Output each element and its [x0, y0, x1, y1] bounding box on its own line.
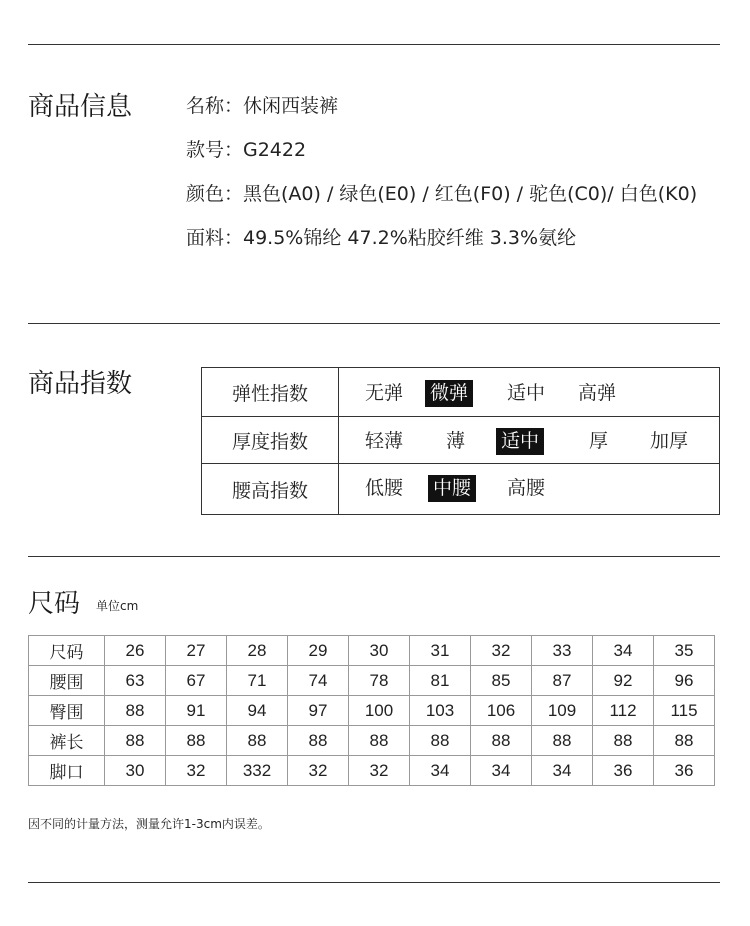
table-cell: 115 — [654, 696, 715, 726]
table-cell: 88 — [227, 726, 288, 756]
table-cell: 34 — [532, 756, 593, 786]
size-title: 尺码 — [28, 589, 81, 619]
index-option: 加厚 — [650, 430, 689, 452]
table-cell: 88 — [349, 726, 410, 756]
table-cell: 33 — [532, 636, 593, 666]
index-option: 低腰 — [365, 477, 404, 499]
table-cell: 88 — [105, 696, 166, 726]
index-option: 适中 — [507, 382, 546, 404]
index-option: 厚 — [589, 430, 609, 452]
index-option: 薄 — [446, 430, 466, 452]
index-row-thickness — [202, 416, 719, 464]
table-cell: 71 — [227, 666, 288, 696]
table-cell: 85 — [471, 666, 532, 696]
row-label: 臀围 — [29, 696, 105, 726]
table-cell: 88 — [654, 726, 715, 756]
index-option: 无弹 — [365, 382, 404, 404]
divider-top — [28, 44, 720, 45]
table-cell: 94 — [227, 696, 288, 726]
table-cell: 30 — [105, 756, 166, 786]
index-label: 厚度指数 — [202, 417, 339, 464]
table-row — [29, 756, 715, 786]
index-row-waist — [202, 463, 719, 515]
table-cell: 109 — [532, 696, 593, 726]
index-label: 腰高指数 — [202, 464, 339, 515]
size-unit: 单位cm — [96, 599, 139, 613]
table-cell: 32 — [288, 756, 349, 786]
info-name: 名称：休闲西装裤 — [186, 95, 339, 117]
index-option-selected: 微弹 — [425, 380, 473, 407]
size-table — [28, 635, 715, 786]
row-label: 脚口 — [29, 756, 105, 786]
table-cell: 88 — [471, 726, 532, 756]
table-cell: 29 — [288, 636, 349, 666]
table-cell: 26 — [105, 636, 166, 666]
table-cell: 31 — [410, 636, 471, 666]
index-label: 弹性指数 — [202, 368, 339, 416]
index-option: 高弹 — [578, 382, 617, 404]
product-info-title: 商品信息 — [28, 92, 133, 122]
table-cell: 32 — [471, 636, 532, 666]
index-option-selected: 中腰 — [428, 475, 476, 502]
divider-bottom — [28, 882, 720, 883]
table-cell: 88 — [593, 726, 654, 756]
table-row — [29, 696, 715, 726]
table-cell: 34 — [471, 756, 532, 786]
divider-index — [28, 556, 720, 557]
divider-info — [28, 323, 720, 324]
table-cell: 27 — [166, 636, 227, 666]
measurement-note: 因不同的计量方法，测量允许1-3cm内误差。 — [28, 817, 270, 831]
table-cell: 88 — [166, 726, 227, 756]
table-cell: 32 — [349, 756, 410, 786]
index-table — [201, 367, 720, 515]
table-cell: 36 — [654, 756, 715, 786]
index-option: 轻薄 — [365, 430, 404, 452]
table-cell: 30 — [349, 636, 410, 666]
table-cell: 87 — [532, 666, 593, 696]
table-cell: 112 — [593, 696, 654, 726]
info-fabric: 面料：49.5%锦纶 47.2%粘胶纤维 3.3%氨纶 — [186, 227, 577, 249]
table-cell: 34 — [410, 756, 471, 786]
table-cell: 103 — [410, 696, 471, 726]
table-cell: 96 — [654, 666, 715, 696]
table-cell: 88 — [532, 726, 593, 756]
table-cell: 74 — [288, 666, 349, 696]
product-index-title: 商品指数 — [28, 369, 133, 399]
table-cell: 36 — [593, 756, 654, 786]
index-option: 高腰 — [507, 477, 546, 499]
table-cell: 92 — [593, 666, 654, 696]
table-cell: 63 — [105, 666, 166, 696]
table-cell: 100 — [349, 696, 410, 726]
table-cell: 78 — [349, 666, 410, 696]
index-row-elasticity — [202, 368, 719, 416]
table-cell: 28 — [227, 636, 288, 666]
row-label: 裤长 — [29, 726, 105, 756]
table-cell: 88 — [105, 726, 166, 756]
table-cell: 34 — [593, 636, 654, 666]
table-cell: 106 — [471, 696, 532, 726]
table-cell: 91 — [166, 696, 227, 726]
table-cell: 97 — [288, 696, 349, 726]
info-colors: 颜色：黑色(A0) / 绿色(E0) / 红色(F0) / 驼色(C0)/ 白色(K0) — [186, 183, 698, 205]
table-cell: 81 — [410, 666, 471, 696]
info-style-number: 款号：G2422 — [186, 139, 307, 161]
table-cell: 88 — [288, 726, 349, 756]
table-cell: 332 — [227, 756, 288, 786]
table-cell: 35 — [654, 636, 715, 666]
table-row — [29, 726, 715, 756]
table-cell: 67 — [166, 666, 227, 696]
table-row — [29, 636, 715, 666]
row-label: 尺码 — [29, 636, 105, 666]
table-cell: 88 — [410, 726, 471, 756]
index-option-selected: 适中 — [496, 428, 544, 455]
row-label: 腰围 — [29, 666, 105, 696]
table-cell: 32 — [166, 756, 227, 786]
table-row — [29, 666, 715, 696]
